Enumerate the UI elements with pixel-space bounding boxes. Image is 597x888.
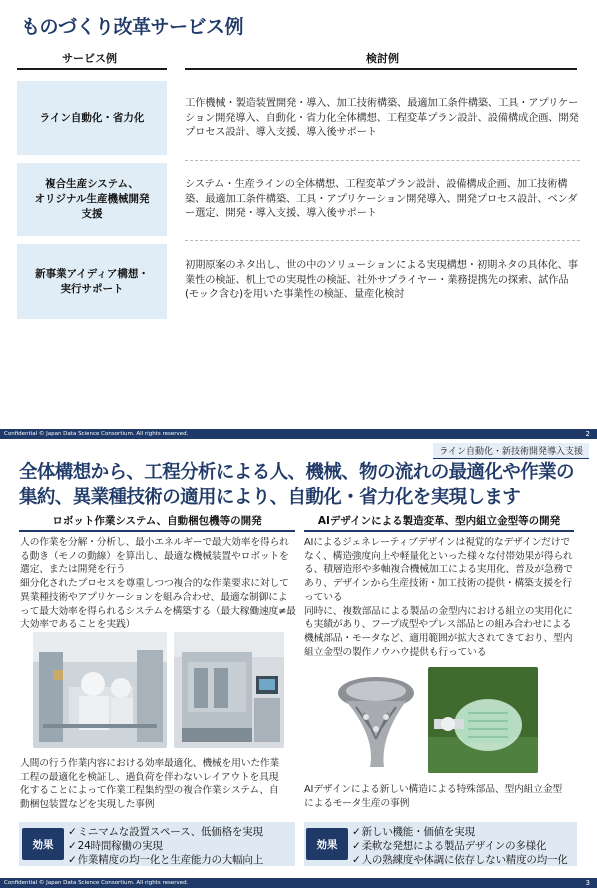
confidential-notice: Confidential © Japan Data Science Consortium. All rights reserved. — [4, 880, 189, 886]
service-category-line: 実行サポート — [60, 282, 124, 295]
robot-system-photo — [33, 632, 167, 748]
left-body-bottom: 人間の行う作業内容における効率最適化、機械を用いた作業工程の最適化を検証し、過負荷を伴わないレイアウトを具現化することによって作業工程集約型の複合作業システム、自動梱包装置などを実現した事例 — [20, 758, 280, 811]
effect-item: ✓ 24時間稼働の実現 — [68, 839, 263, 853]
right-body-top: AIによるジェネレーティブデザインは視覚的なデザインだけでなく、構造強度向上や軽量化といった様々な付帯効果が得られる、積層造形や多軸複合機械加工による実用化、普及が急務であり、デザインから生産技術・加工技術の提供・構築支援を行っている 同時に、複数部品による製品の金型内における組立の実用化にも実績があり、フープ成型やプレス部品との組み合わせによる機械部品・モータなど、適用範囲が拡大されてきており、型内組立金型の製作ノウハウ提供も行っている — [304, 537, 573, 658]
service-description: 工作機械・製造装置開発・導入、加工技術構築、最適加工条件構築、工具・アプリケーション開発導入、自動化・省力化全体構想、工程変革プラン設計、設備構成企画、開発プロセス設計、導入支援、導入後サポート — [185, 97, 579, 138]
packaging-machine-photo — [174, 632, 284, 748]
header-underline-left — [17, 68, 167, 70]
slide2-title: 全体構想から、工程分析による人、機械、物の流れの最適化や作業の集約、異業種技術の適用により、自動化・省力化を実現します — [19, 462, 574, 508]
left-section-heading: ロボット作業システム、自動梱包機等の開発 — [19, 513, 295, 532]
footer-bar — [0, 878, 597, 888]
row-divider — [185, 240, 580, 241]
right-effect-list — [352, 825, 568, 867]
header-underline-right — [185, 68, 577, 70]
effect-item: ✓ 柔軟な発想による製品デザインの多様化 — [352, 839, 568, 853]
page-number: 3 — [585, 879, 590, 887]
right-effect-label: 効果 — [306, 828, 348, 860]
slide1-title: ものづくり改革サービス例 — [21, 16, 244, 38]
right-section-heading: AIデザインによる製造変革、型内組立金型等の開発 — [304, 513, 574, 532]
left-effect-list — [68, 825, 263, 867]
service-description: システム・生産ラインの全体構想、工程変革プラン設計、設備構成企画、加工技術構築、最適加工条件構築、工具・アプリケーション開発導入、開発プロセス設計、ベンダー選定、開発・導入支援、導入後サポート — [185, 178, 578, 219]
row-divider — [185, 160, 580, 161]
right-body-bottom: AIデザインによる新しい構造による特殊部品、型内組立金型によるモータ生産の事例 — [304, 784, 563, 809]
service-description: 初期原案のネタ出し、世の中のソリューションによる実現構想・初期ネタの具体化、事業性の検証、机上での実現性の検証、社外サプライヤー・業務提携先の探索、試作品(モック含む)を用いた事業性の検証、量産化検討 — [185, 259, 578, 300]
effect-item: ✓ 人の熟練度や体調に依存しない精度の均一化 — [352, 853, 568, 867]
footer-bar — [0, 429, 597, 439]
service-category-line: オリジナル生産機械開発 — [34, 193, 150, 205]
left-effect-label: 効果 — [22, 828, 64, 860]
ai-design-part-photo — [326, 667, 424, 773]
service-category-line: 支援 — [81, 208, 103, 220]
left-body-top: 人の作業を分解・分析し、最小エネルギーで最大効率を得られる動き（モノの動線）を算出し、最適な機械装置やロボットを選定、または開発を行う 細分化されたプロセスを尊重しつつ複合的な作業要求に対して異業種技術やアプリケーションを組み合わせ、最適な制御によって最大効率を得られるシステムを構築する（最大稼働速度≠最大効率であることを実践） — [20, 537, 296, 631]
service-category — [17, 163, 167, 236]
effect-item: ✓ 新しい機能・価値を実現 — [352, 825, 568, 839]
service-category-line: 複合生産システム、 — [45, 178, 139, 190]
section-tag: ライン自動化・新技術開発導入支援 — [433, 443, 589, 459]
service-category-line: 新事業アイディア構想・ — [35, 267, 149, 280]
mold-motor-photo — [428, 667, 538, 773]
effect-item: ✓ ミニマムな設置スペース、低価格を実現 — [68, 825, 263, 839]
confidential-notice: Confidential © Japan Data Science Consortium. All rights reserved. — [4, 431, 189, 437]
column-header-review: 検討例 — [366, 52, 399, 65]
column-header-service: サービス例 — [62, 52, 117, 65]
service-category — [17, 81, 167, 155]
effect-item: ✓ 作業精度の均一化と生産能力の大幅向上 — [68, 853, 263, 867]
page-number: 2 — [585, 430, 590, 438]
service-category-line: ライン自動化・省力化 — [39, 111, 145, 124]
service-category — [17, 244, 167, 319]
